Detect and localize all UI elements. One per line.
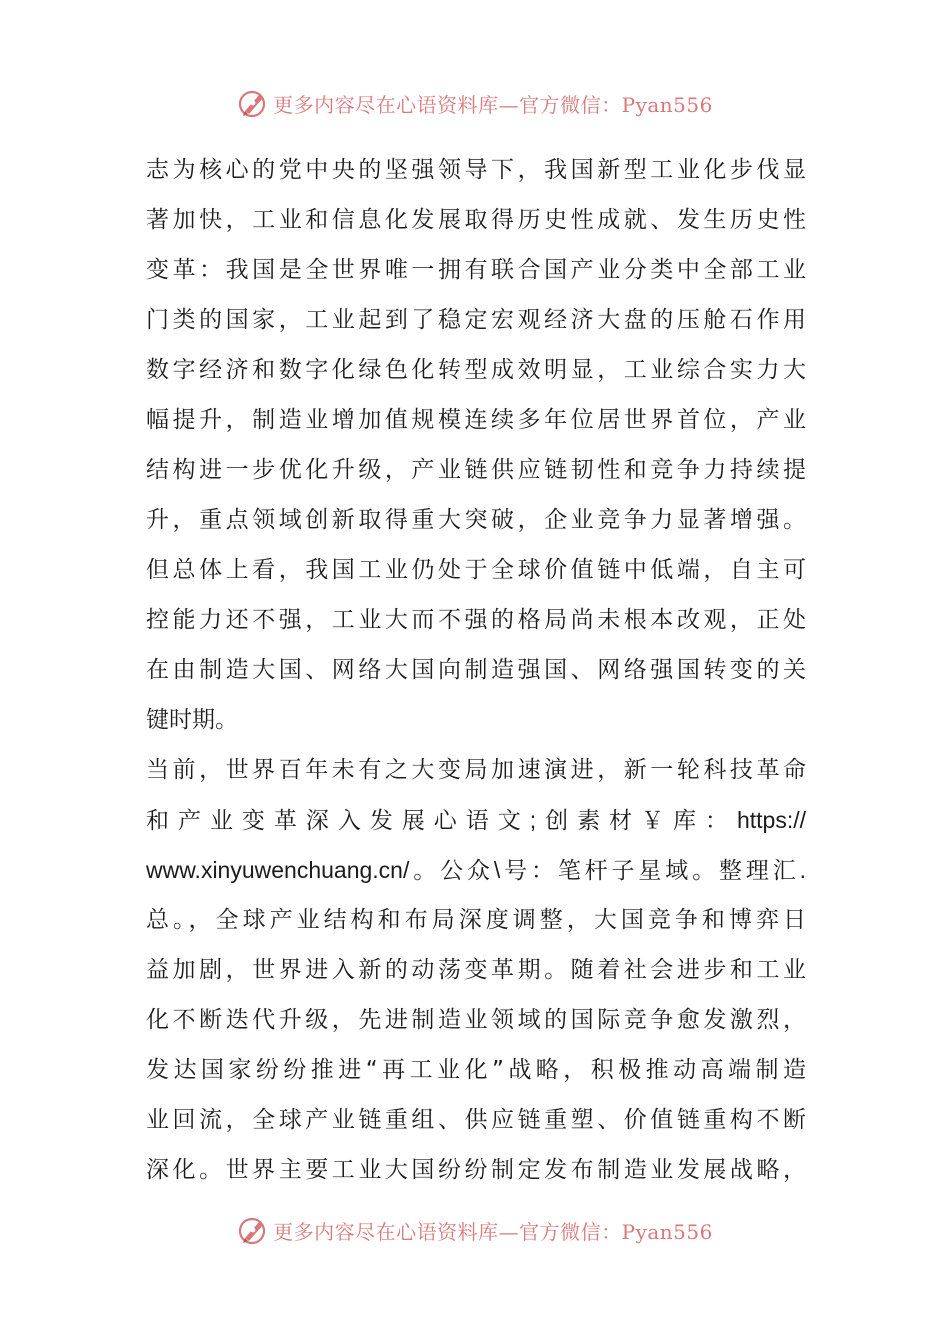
- text-line: 当前，世界百年未有之大变局加速演进，新一轮科技革命: [146, 757, 806, 783]
- text-line: 数字经济和数字化绿色化转型成效明显，工业综合实力大: [146, 357, 806, 383]
- text-line: 门类的国家，工业起到了稳定宏观经济大盘的压舱石作用: [146, 307, 806, 333]
- text-line: 益加剧，世界进入新的动荡变革期。随着社会进步和工业: [146, 957, 806, 983]
- text-line: 总。，全球产业结构和布局深度调整，大国竞争和博弈日: [146, 907, 806, 933]
- text-line: 结构进一步优化升级，产业链供应链韧性和竞争力持续提: [146, 457, 806, 483]
- text-line: 在由制造大国、网络大国向制造强国、网络强国转变的关: [146, 657, 806, 683]
- text-line: www.xinyuwenchuang.cn/。公众\号：笔杆子星域。整理汇.: [146, 857, 806, 883]
- text-line: 化不断迭代升级，先进制造业领域的国际竞争愈发激烈，: [146, 1007, 806, 1033]
- header-banner-text: 更多内容尽在心语资料库—官方微信：Pyan556: [273, 92, 713, 117]
- text-line: 变革：我国是全世界唯一拥有联合国产业分类中全部工业: [146, 257, 806, 283]
- text-line: 发达国家纷纷推进“再工业化”战略，积极推动高端制造: [146, 1057, 806, 1083]
- text-line: 深化。世界主要工业大国纷纷制定发布制造业发展战略，: [146, 1157, 806, 1183]
- pen-logo-icon: [237, 87, 269, 119]
- text-line: 和产业变革深入发展心语文;创素材￥库：https://: [146, 807, 806, 833]
- text-line: 升，重点领域创新取得重大突破，企业竞争力显著增强。: [146, 507, 806, 533]
- text-line: 志为核心的党中央的坚强领导下，我国新型工业化步伐显: [146, 157, 806, 183]
- text-line: 幅提升，制造业增加值规模连续多年位居世界首位，产业: [146, 407, 806, 433]
- text-line: 但总体上看，我国工业仍处于全球价值链中低端，自主可: [146, 557, 806, 583]
- text-line: 业回流，全球产业链重组、供应链重塑、价值链重构不断: [146, 1107, 806, 1133]
- footer-banner: [0, 1210, 950, 1250]
- footer-banner-text: 更多内容尽在心语资料库—官方微信：Pyan556: [273, 1219, 713, 1244]
- text-line: 键时期。: [146, 707, 238, 733]
- text-line: 著加快，工业和信息化发展取得历史性成就、发生历史性: [146, 207, 806, 233]
- text-line: 控能力还不强，工业大而不强的格局尚未根本改观，正处: [146, 607, 806, 633]
- body-text: [146, 145, 806, 1195]
- header-banner: [0, 83, 950, 123]
- pen-logo-icon: [237, 1214, 269, 1246]
